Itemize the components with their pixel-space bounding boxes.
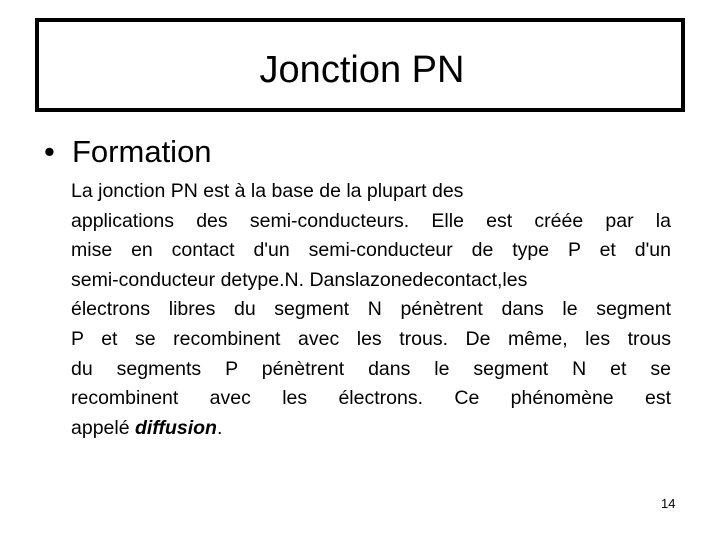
slide-title: Jonction PN [259, 49, 465, 91]
paragraph-line: P et se recombinent avec les trous. De même, les trous [71, 327, 671, 350]
paragraph-line: électrons libres du segment N pénètrent dans le segment [71, 298, 671, 321]
paragraph-last-line-suffix: . [216, 416, 223, 439]
bullet-item-formation [44, 132, 212, 172]
paragraph-line: La jonction PN est à la base de la plupart des [71, 180, 464, 202]
paragraph-last-line-prefix: appelé [71, 416, 135, 439]
paragraph-line: mise en contact d'un semi-conducteur de type P et d'un [71, 239, 671, 262]
body-paragraph [71, 177, 671, 443]
paragraph-line: du segments P pénètrent dans le segment N et se [71, 357, 671, 380]
emphasis-diffusion: diffusion [134, 416, 217, 439]
bullet-symbol: • [44, 134, 55, 169]
page-number: 14 [661, 496, 676, 511]
bullet-heading: Formation [72, 134, 212, 169]
title-box [35, 18, 685, 112]
paragraph-line: semi-conducteur detype.N. Danslazonedecontact,les [71, 268, 528, 291]
paragraph-last-line [71, 414, 671, 444]
paragraph-line: recombinent avec les électrons. Ce phénomène est [71, 387, 671, 410]
paragraph-line: applications des semi-conducteurs. Elle est créée par la [71, 209, 671, 232]
